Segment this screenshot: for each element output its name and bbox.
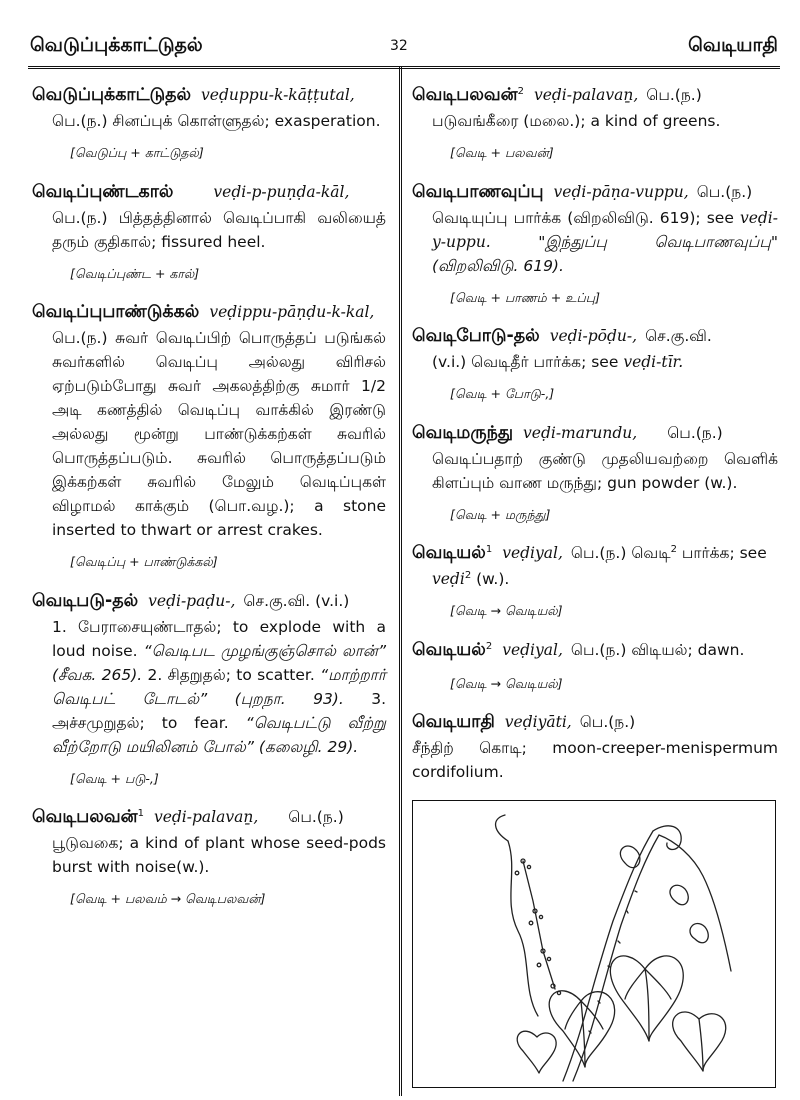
- headword: வெடுப்புக்காட்டுதல்: [32, 85, 192, 105]
- definition-text: (w.).: [476, 570, 510, 589]
- dictionary-entry: [32, 82, 386, 133]
- headword: வெடிப்புண்டகால்: [32, 181, 174, 202]
- headword: வெடிபாணவுப்பு: [412, 181, 544, 202]
- homonym-number: 1: [485, 543, 493, 555]
- definition: சீந்திற் கொடி; moon-creeper-menispermum cordifolium.: [412, 739, 778, 782]
- definition: [412, 350, 778, 374]
- plant-illustration-icon: [413, 801, 775, 1087]
- column-divider: [399, 66, 402, 1096]
- etymology: [வெடி + போடு-,]: [450, 386, 555, 402]
- homonym-number: 2: [670, 543, 677, 555]
- headword: வெடியாதி: [412, 712, 495, 733]
- definition: [32, 615, 386, 759]
- part-of-speech: பெ.(ந.): [570, 640, 627, 659]
- transliteration: veḍiyāti,: [504, 713, 572, 732]
- transliteration: veḍiyal,: [502, 640, 563, 659]
- dictionary-entry: [412, 323, 778, 374]
- headword: வெடியல்: [412, 543, 486, 564]
- dictionary-entry: [32, 299, 386, 542]
- definition: [412, 206, 778, 278]
- headword: வெடிபலவன்: [412, 85, 518, 105]
- dictionary-entry: [412, 637, 778, 664]
- part-of-speech: செ.கு.வி.: [645, 327, 712, 346]
- etymology: [வெடி + பலவம் → வெடிபலவன்]: [70, 891, 266, 907]
- definition-text: பார்க்க; see: [681, 544, 767, 563]
- homonym-number: 2: [517, 85, 524, 97]
- transliteration: veḍiyal,: [502, 544, 563, 563]
- page-number: 32: [390, 38, 408, 54]
- definition-text: விடியல்; dawn.: [631, 640, 745, 659]
- definition-text: வெடியுப்பு பார்க்க (விறலிவிடு. 619); see: [432, 208, 734, 227]
- homonym-number: 2: [485, 640, 493, 652]
- left-column: [32, 82, 386, 925]
- etymology: [வெடி → வெடியல்]: [450, 675, 563, 691]
- transliteration: veḍi-palavaṉ,: [533, 86, 639, 104]
- definition: பெ.(ந.) சுவர் வெடிப்பிற் பொருத்தப் படுங்கல் சுவர்களில் வெடிப்பு அல்லது விரிசல் ஏற்படும்போது சுவர் அகலத்திற்கு சுமார் 1/2 அடி கணத்தில் வெடிப்பு வாக்கில் இரண்டு அல்லது மூன்று பாண்டுக்கற்கள் சுவரில் பொருத்தப்படும். சுவரில் பொருத்தப்படும் இக்கற்கள் சுவரில் மேலும் வெடிப்புகள் விழாமல் காக்கும் (பொ.வழ.); a stone inserted to thwart or arrest crakes.: [52, 329, 386, 540]
- transliteration: veḍi-paḍu-,: [148, 591, 236, 610]
- cross-reference: veḍi: [432, 570, 465, 589]
- dictionary-entry: [32, 588, 386, 759]
- dictionary-entry: [412, 420, 778, 495]
- cross-reference: veḍi-tīr.: [623, 353, 684, 372]
- sense-3: 3. அச்சமுறுதல்; to fear.: [52, 689, 386, 732]
- homonym-number: 2: [464, 570, 472, 582]
- headword: வெடியல்: [412, 639, 486, 660]
- etymology: [வெடுப்பு + காட்டுதல்]: [70, 145, 204, 161]
- transliteration: veḍi-pōḍu-,: [549, 327, 638, 346]
- dictionary-entry: [412, 709, 778, 784]
- right-column: [412, 82, 778, 790]
- dictionary-entry: [412, 179, 778, 278]
- header-last-headword: வெடியாதி: [688, 34, 778, 56]
- headword: வெடிபோடு-தல்: [412, 326, 540, 347]
- etymology: [வெடி + பலவன்]: [450, 145, 554, 161]
- part-of-speech: பெ.(ந.): [696, 182, 753, 201]
- citation: "இந்துப்பு வெடிபாணவுப்பு" (விறலிவிடு. 619).: [432, 232, 778, 275]
- definition: வெடிப்பதாற் குண்டு முதலியவற்றை வெளிக் கிளப்பும் வாண மருந்து; gun powder (w.).: [432, 449, 778, 492]
- etymology: [வெடி + மருந்து]: [450, 506, 551, 522]
- headword: வெடிப்புபாண்டுக்கல்: [32, 302, 200, 323]
- sense-1: 1. பேராசையுண்டாதல்; to explode with a loud noise.: [52, 617, 386, 660]
- cross-reference: veḍi-y-uppu.: [432, 208, 778, 251]
- definition: [412, 567, 778, 591]
- header-rule: [28, 66, 780, 69]
- etymology: [வெடி → வெடியல்]: [450, 603, 563, 619]
- page-header: [30, 28, 778, 64]
- transliteration: veḍi-marundu,: [523, 423, 638, 442]
- etymology: [வெடிப்பு + பாண்டுக்கல்]: [70, 554, 218, 570]
- part-of-speech: பெ.(ந.): [570, 544, 627, 563]
- headword: வெடிமருந்து: [412, 422, 514, 443]
- definition-text: வெடி: [631, 544, 671, 563]
- part-of-speech: பெ.(ந.): [646, 86, 702, 104]
- part-of-speech: பெ.(ந.): [288, 808, 344, 827]
- homonym-number: 1: [137, 808, 144, 820]
- citation: “வெடிபட்டு வீற்று வீற்றோடு மயிலினம் போல்” (கலைழி. 29).: [52, 713, 386, 756]
- definition: பெ.(ந.) சினப்புக் கொள்ளுதல்; exasperation.: [52, 112, 381, 131]
- part-of-speech: பெ.(ந.): [579, 713, 636, 732]
- dictionary-entry: [412, 82, 778, 133]
- headword: வெடிபடு-தல்: [32, 590, 139, 611]
- definition-text: (v.i.) வெடிதீர் பார்க்க; see: [432, 353, 619, 372]
- part-of-speech: பெ.(ந.): [667, 423, 723, 442]
- definition: பூடுவகை; a kind of plant whose seed-pods burst with noise(w.).: [52, 834, 386, 877]
- dictionary-entry: [32, 179, 386, 254]
- transliteration: veḍi-palavaṉ,: [153, 808, 259, 827]
- part-of-speech: செ.கு.வி. (v.i.): [243, 591, 350, 610]
- header-first-headword: வெடுப்புக்காட்டுதல்: [30, 34, 203, 56]
- etymology: [வெடிப்புண்ட + கால்]: [70, 265, 200, 281]
- transliteration: veḍi-pāṇa-vuppu,: [553, 182, 689, 201]
- plant-illustration-frame: [412, 800, 776, 1088]
- transliteration: veḍi-p-puṇḍa-kāl,: [213, 182, 350, 201]
- definition: பெ.(ந.) பித்தத்தினால் வெடிப்பாகி வலியைத் தரும் குதிகால்; fissured heel.: [52, 208, 386, 251]
- headword: வெடிபலவன்: [32, 807, 138, 828]
- transliteration: veḍuppu-k-kāṭṭutal,: [201, 86, 355, 104]
- definition: படுவங்கீரை (மலை.); a kind of greens.: [432, 112, 721, 131]
- sense-2: 2. சிதறுதல்; to scatter.: [147, 665, 315, 684]
- etymology: [வெடி + படு-,]: [70, 770, 159, 786]
- dictionary-entry: [32, 804, 386, 879]
- citation: “மாற்றார் வெடிபட் டோடல்” (புறநா. 93).: [52, 665, 386, 708]
- dictionary-entry: [412, 540, 778, 591]
- citation: “வெடிபட முழங்குஞ்சொல் லான்” (சீவக. 265).: [52, 641, 386, 684]
- transliteration: veḍippu-pāṇḍu-k-kal,: [209, 303, 375, 322]
- etymology: [வெடி + பாணம் + உப்பு]: [450, 289, 600, 305]
